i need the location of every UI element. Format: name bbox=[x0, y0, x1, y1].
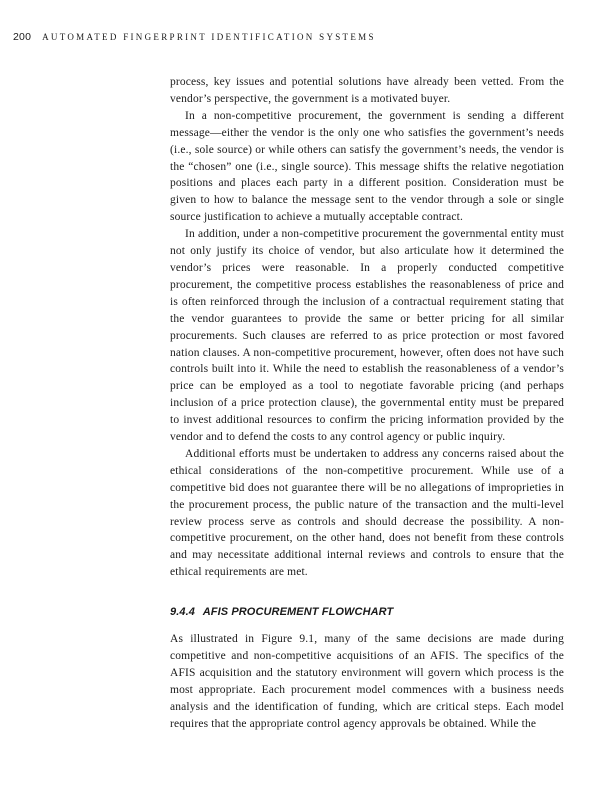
paragraph: In addition, under a non-competitive procurement the governmental entity must not only justify its choice of vendor, but also articulate how it determined the vendor’s prices were reasonable. In a properly conducted competitive procurement, the competitive process establishes the reasonableness of price and is often reinforced through the inclusion of a contractual requirement stating that the vendor guarantees to provide the same or better pricing for all similar procurements. Such clauses are referred to as price protection or most favored nation clauses. A non-competitive procurement, however, often does not have such controls built into it. While the need to establish the reasonableness of a vendor’s price can be employed as a tool to negotiate favorable pricing (and perhaps inclusion of a price protection clause), the governmental entity must be prepared to invest additional resources to confirm the pricing information provided by the vendor and to defend the costs to any control agency or public inquiry. bbox=[170, 228, 564, 444]
running-header bbox=[13, 27, 593, 43]
body-text bbox=[170, 74, 564, 733]
paragraph: Additional efforts must be undertaken to address any concerns raised about the ethical considerations of the non-competitive procurement. While use of a competitive bid does not guarantee there will be no allegations of improprieties in the procurement process, the public nature of the transaction and the multi-level review process serve as controls and should decrease the possibility. A non-competitive procurement, on the other hand, does not benefit from these controls and may necessitate additional internal reviews and controls to ensure that the ethical requirements are met. bbox=[170, 447, 564, 579]
page-number: 200 bbox=[13, 31, 32, 43]
section-number: 9.4.4 bbox=[170, 606, 195, 619]
section-heading bbox=[170, 605, 564, 619]
running-title: AUTOMATED FINGERPRINT IDENTIFICATION SYSTEMS bbox=[42, 32, 376, 42]
paragraph: As illustrated in Figure 9.1, many of the same decisions are made during competitive and non-competitive acquisitions of an AFIS. The specifics of the AFIS acquisition and the statutory environment will govern which process is the most appropriate. Each procurement model commences with a business needs analysis and the identification of funding, which are critical steps. Each model requires that the appropriate control agency approvals be obtained. While the bbox=[170, 633, 564, 730]
paragraph: process, key issues and potential solutions have already been vetted. From the vendor’s perspective, the government is a motivated buyer. bbox=[170, 76, 564, 105]
paragraph: In a non-competitive procurement, the government is sending a different message—either the vendor is the only one who satisfies the government’s needs (i.e., sole source) or while others can satisfy the government’s needs, the vendor is the “chosen” one (i.e., single source). This message shifts the relative negotiation positions and places each party in a different position. Consideration must be given to how to balance the message sent to the vendor through a sole or single source justification to achieve a mutually acceptable contract. bbox=[170, 109, 564, 224]
section-title: AFIS PROCUREMENT FLOWCHART bbox=[202, 606, 394, 619]
